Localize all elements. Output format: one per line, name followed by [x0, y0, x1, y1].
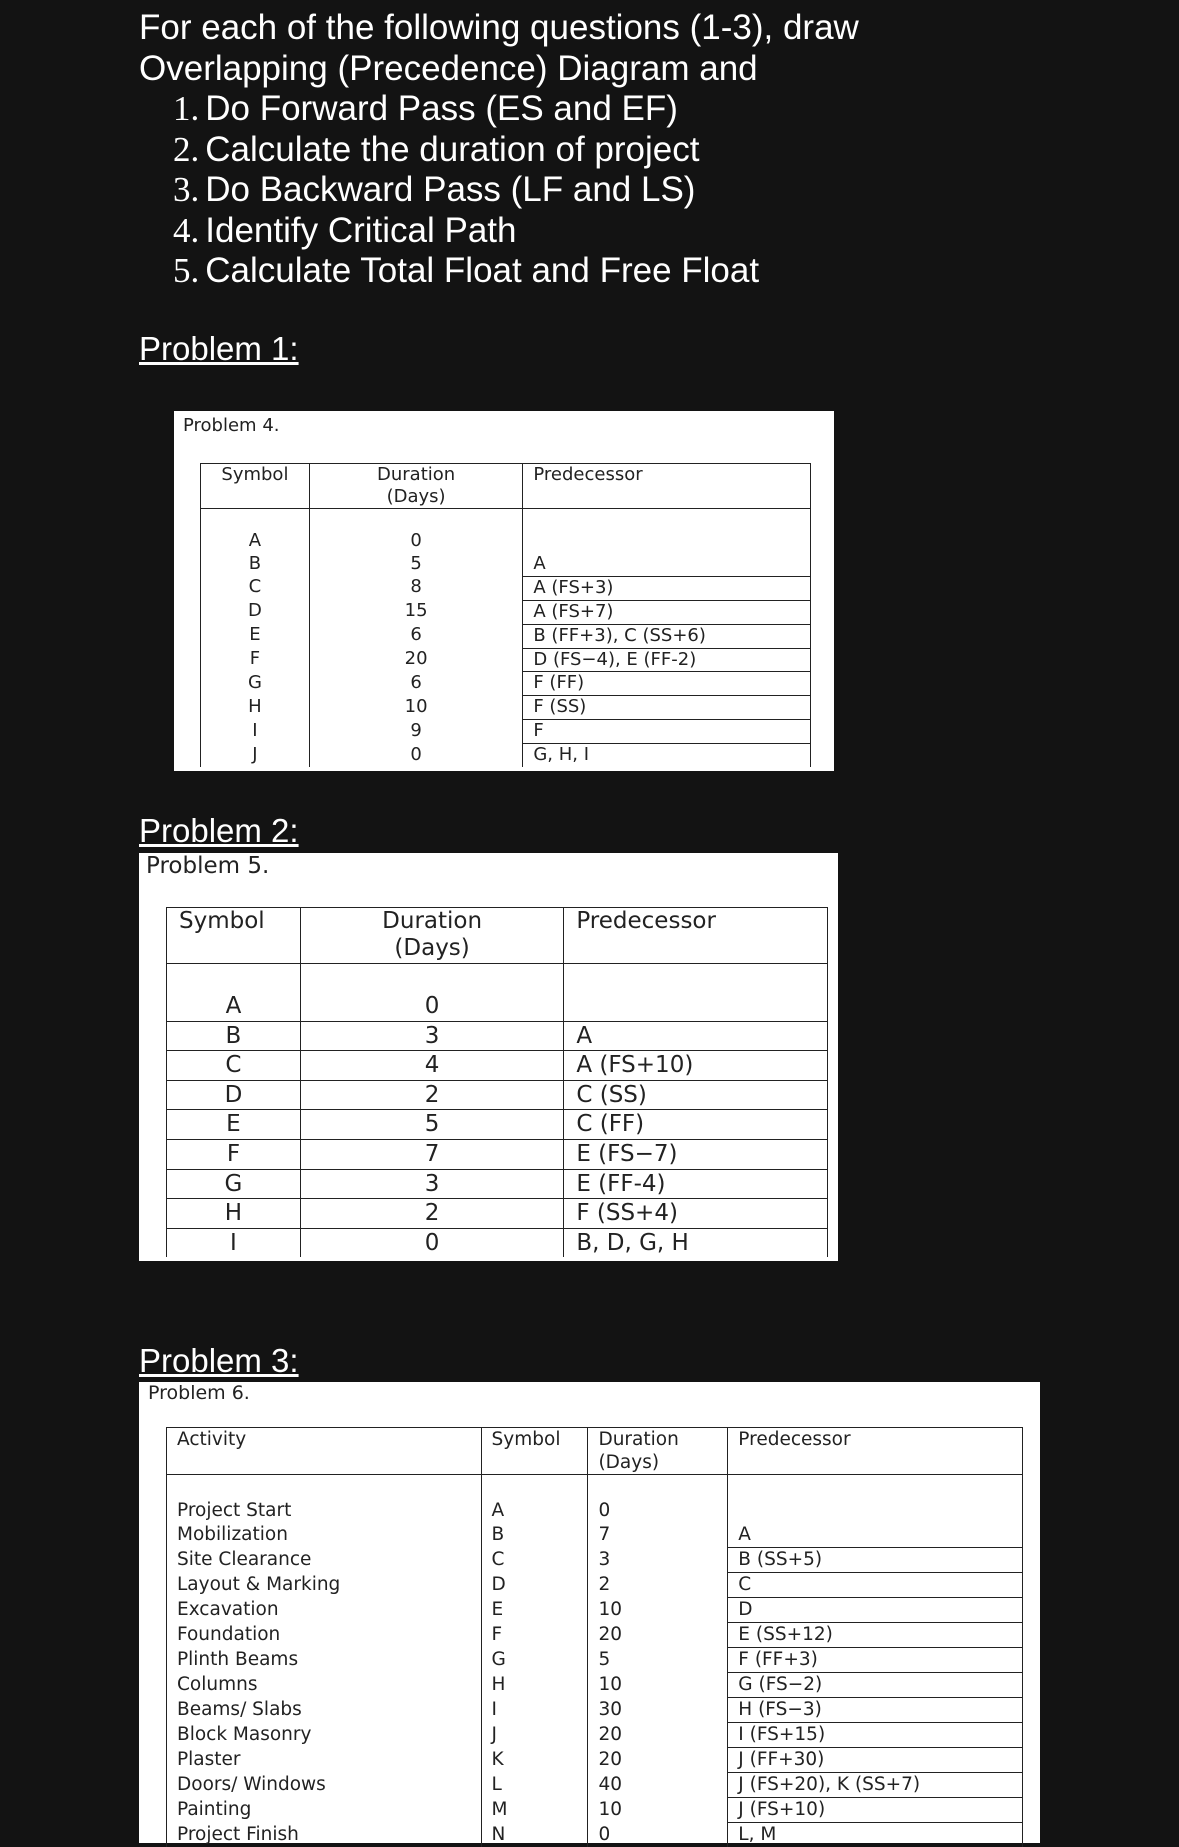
step-item [139, 130, 1139, 171]
predecessor-cell: H (FS−3) [728, 1698, 1023, 1723]
predecessor-cell: I (FS+15) [728, 1723, 1023, 1748]
problem-2-caption: Problem 5. [146, 853, 269, 879]
step-number: 5. [173, 251, 199, 290]
spacer-cell [201, 509, 310, 531]
table-row [167, 1598, 1023, 1623]
symbol-cell: D [481, 1573, 588, 1598]
duration-cell: 2 [300, 1080, 563, 1110]
predecessor-cell: E (FS−7) [564, 1139, 828, 1169]
table-row [167, 1798, 1023, 1823]
problem-2-card [139, 853, 838, 1261]
symbol-cell: D [201, 600, 310, 624]
duration-cell: 0 [300, 1228, 563, 1257]
problem-2-heading: Problem 2: [139, 812, 299, 850]
activity-cell: Painting [167, 1798, 482, 1823]
symbol-header: Symbol [167, 908, 301, 964]
symbol-cell: B [481, 1523, 588, 1548]
instructions-line-1: For each of the following questions (1-3), draw [139, 8, 1139, 49]
predecessor-cell: A [728, 1523, 1023, 1548]
symbol-cell: H [201, 696, 310, 720]
symbol-cell: J [201, 744, 310, 767]
symbol-cell: A [201, 530, 310, 553]
predecessor-cell: F [523, 720, 811, 744]
symbol-cell: E [167, 1110, 301, 1140]
symbol-cell: B [167, 1021, 301, 1051]
duration-cell: 9 [309, 720, 523, 744]
table-row [167, 1723, 1023, 1748]
duration-cell: 0 [588, 1823, 728, 1847]
predecessor-cell [728, 1499, 1023, 1523]
spacer-row [167, 1475, 1023, 1500]
step-item [139, 170, 1139, 211]
predecessor-cell: C [728, 1573, 1023, 1598]
symbol-cell: G [481, 1648, 588, 1673]
duration-cell: 10 [588, 1798, 728, 1823]
predecessor-cell: A [523, 553, 811, 576]
duration-header: Duration (Days) [309, 464, 523, 509]
table-row [167, 992, 828, 1021]
step-number: 3. [173, 170, 199, 209]
predecessor-cell: J (FF+30) [728, 1748, 1023, 1773]
table-row [167, 1169, 828, 1199]
table-row [167, 1110, 828, 1140]
table-row [167, 1673, 1023, 1698]
table-row [167, 1573, 1023, 1598]
table-row [201, 530, 811, 553]
table-row [201, 672, 811, 696]
spacer-row [201, 509, 811, 531]
duration-cell: 10 [309, 696, 523, 720]
duration-header: Duration (Days) [588, 1428, 728, 1475]
symbol-header: Symbol [481, 1428, 588, 1475]
spacer-cell [728, 1475, 1023, 1500]
activity-cell: Excavation [167, 1598, 482, 1623]
duration-cell: 15 [309, 600, 523, 624]
step-item [139, 251, 1139, 292]
table-row [167, 1823, 1023, 1847]
predecessor-cell: A (FS+10) [564, 1051, 828, 1081]
spacer-cell [167, 1475, 482, 1500]
predecessor-cell: F (SS+4) [564, 1199, 828, 1229]
table-row [201, 553, 811, 576]
table-row [167, 1773, 1023, 1798]
symbol-cell: L [481, 1773, 588, 1798]
duration-cell: 0 [300, 992, 563, 1021]
symbol-cell: G [201, 672, 310, 696]
predecessor-cell: E (SS+12) [728, 1623, 1023, 1648]
table-row [167, 1499, 1023, 1523]
symbol-cell: F [481, 1623, 588, 1648]
activity-cell: Mobilization [167, 1523, 482, 1548]
predecessor-cell: F (FF) [523, 672, 811, 696]
predecessor-header: Predecessor [523, 464, 811, 509]
table-row [167, 1523, 1023, 1548]
activity-cell: Project Start [167, 1499, 482, 1523]
duration-cell: 3 [588, 1548, 728, 1573]
header-row [167, 908, 828, 964]
predecessor-header: Predecessor [728, 1428, 1023, 1475]
table-row [167, 1139, 828, 1169]
symbol-cell: A [481, 1499, 588, 1523]
instructions-line-2: Overlapping (Precedence) Diagram and [139, 49, 1139, 90]
table-row [201, 696, 811, 720]
duration-cell: 40 [588, 1773, 728, 1798]
duration-cell: 3 [300, 1021, 563, 1051]
table-row [201, 744, 811, 767]
problem-1-heading: Problem 1: [139, 330, 299, 368]
problem-3-heading: Problem 3: [139, 1342, 299, 1380]
predecessor-cell: J (FS+20), K (SS+7) [728, 1773, 1023, 1798]
symbol-cell: F [201, 648, 310, 672]
predecessor-cell: J (FS+10) [728, 1798, 1023, 1823]
step-text: Do Forward Pass (ES and EF) [205, 89, 678, 128]
duration-cell: 0 [309, 530, 523, 553]
predecessor-cell: A (FS+3) [523, 576, 811, 600]
spacer-cell [564, 964, 828, 993]
spacer-cell [300, 964, 563, 993]
duration-cell: 30 [588, 1698, 728, 1723]
activity-cell: Plaster [167, 1748, 482, 1773]
duration-cell: 0 [588, 1499, 728, 1523]
table-row [201, 576, 811, 600]
symbol-cell: H [481, 1673, 588, 1698]
step-item [139, 89, 1139, 130]
predecessor-cell [523, 530, 811, 553]
spacer-row [167, 964, 828, 993]
symbol-cell: I [201, 720, 310, 744]
activity-cell: Foundation [167, 1623, 482, 1648]
table-row [167, 1648, 1023, 1673]
table-row [167, 1623, 1023, 1648]
problem-3-table [166, 1427, 1023, 1847]
activity-cell: Site Clearance [167, 1548, 482, 1573]
table-row [167, 1080, 828, 1110]
duration-cell: 20 [588, 1723, 728, 1748]
duration-cell: 7 [588, 1523, 728, 1548]
symbol-header: Symbol [201, 464, 310, 509]
symbol-cell: M [481, 1798, 588, 1823]
symbol-cell: C [201, 576, 310, 600]
duration-cell: 6 [309, 624, 523, 648]
table-row [167, 1051, 828, 1081]
table-row [167, 1021, 828, 1051]
duration-cell: 20 [588, 1748, 728, 1773]
table-row [167, 1698, 1023, 1723]
table-row [167, 1748, 1023, 1773]
duration-cell: 20 [588, 1623, 728, 1648]
symbol-cell: D [167, 1080, 301, 1110]
spacer-cell [309, 509, 523, 531]
activity-cell: Columns [167, 1673, 482, 1698]
spacer-cell [481, 1475, 588, 1500]
activity-cell: Doors/ Windows [167, 1773, 482, 1798]
duration-header: Duration (Days) [300, 908, 563, 964]
predecessor-cell: E (FF-4) [564, 1169, 828, 1199]
table-row [201, 600, 811, 624]
duration-cell: 10 [588, 1673, 728, 1698]
table-row [201, 720, 811, 744]
duration-cell: 5 [588, 1648, 728, 1673]
predecessor-cell: F (SS) [523, 696, 811, 720]
symbol-cell: G [167, 1169, 301, 1199]
symbol-cell: J [481, 1723, 588, 1748]
activity-cell: Project Finish [167, 1823, 482, 1847]
symbol-cell: I [481, 1698, 588, 1723]
predecessor-cell: A (FS+7) [523, 600, 811, 624]
step-item [139, 211, 1139, 252]
symbol-cell: E [481, 1598, 588, 1623]
spacer-cell [588, 1475, 728, 1500]
symbol-cell: C [167, 1051, 301, 1081]
step-number: 4. [173, 211, 199, 250]
symbol-cell: E [201, 624, 310, 648]
table-row [167, 1548, 1023, 1573]
symbol-cell: N [481, 1823, 588, 1847]
activity-cell: Layout & Marking [167, 1573, 482, 1598]
table-row [201, 648, 811, 672]
symbol-cell: B [201, 553, 310, 576]
duration-cell: 2 [588, 1573, 728, 1598]
step-text: Do Backward Pass (LF and LS) [205, 170, 695, 209]
duration-cell: 3 [300, 1169, 563, 1199]
duration-cell: 7 [300, 1139, 563, 1169]
problem-2-table [166, 907, 828, 1257]
spacer-cell [167, 964, 301, 993]
spacer-cell [523, 509, 811, 531]
step-number: 1. [173, 89, 199, 128]
predecessor-cell: B (FF+3), C (SS+6) [523, 624, 811, 648]
problem-3-card [139, 1382, 1040, 1843]
table-row [167, 1228, 828, 1257]
predecessor-cell: A [564, 1021, 828, 1051]
symbol-cell: C [481, 1548, 588, 1573]
activity-cell: Block Masonry [167, 1723, 482, 1748]
symbol-cell: K [481, 1748, 588, 1773]
duration-cell: 4 [300, 1051, 563, 1081]
activity-cell: Beams/ Slabs [167, 1698, 482, 1723]
activity-cell: Plinth Beams [167, 1648, 482, 1673]
activity-header: Activity [167, 1428, 482, 1475]
duration-cell: 2 [300, 1199, 563, 1229]
problem-3-caption: Problem 6. [148, 1382, 250, 1404]
predecessor-cell: L, M [728, 1823, 1023, 1847]
symbol-cell: H [167, 1199, 301, 1229]
predecessor-cell: D [728, 1598, 1023, 1623]
symbol-cell: A [167, 992, 301, 1021]
steps-list [139, 89, 1139, 292]
symbol-cell: I [167, 1228, 301, 1257]
duration-cell: 6 [309, 672, 523, 696]
predecessor-cell: C (SS) [564, 1080, 828, 1110]
predecessor-cell: B (SS+5) [728, 1548, 1023, 1573]
problem-1-caption: Problem 4. [183, 415, 280, 436]
predecessor-cell: G (FS−2) [728, 1673, 1023, 1698]
problem-1-card [174, 411, 834, 771]
step-number: 2. [173, 130, 199, 169]
step-text: Calculate Total Float and Free Float [205, 251, 759, 290]
predecessor-cell [564, 992, 828, 1021]
header-row [201, 464, 811, 509]
duration-cell: 0 [309, 744, 523, 767]
duration-cell: 20 [309, 648, 523, 672]
duration-cell: 8 [309, 576, 523, 600]
duration-cell: 5 [309, 553, 523, 576]
predecessor-cell: D (FS−4), E (FF-2) [523, 648, 811, 672]
predecessor-cell: B, D, G, H [564, 1228, 828, 1257]
instructions [139, 8, 1139, 292]
step-text: Calculate the duration of project [205, 130, 699, 169]
table-row [201, 624, 811, 648]
header-row [167, 1428, 1023, 1475]
problem-1-table [200, 463, 811, 767]
duration-cell: 5 [300, 1110, 563, 1140]
predecessor-header: Predecessor [564, 908, 828, 964]
duration-cell: 10 [588, 1598, 728, 1623]
step-text: Identify Critical Path [205, 211, 516, 250]
table-row [167, 1199, 828, 1229]
predecessor-cell: F (FF+3) [728, 1648, 1023, 1673]
predecessor-cell: G, H, I [523, 744, 811, 767]
predecessor-cell: C (FF) [564, 1110, 828, 1140]
symbol-cell: F [167, 1139, 301, 1169]
